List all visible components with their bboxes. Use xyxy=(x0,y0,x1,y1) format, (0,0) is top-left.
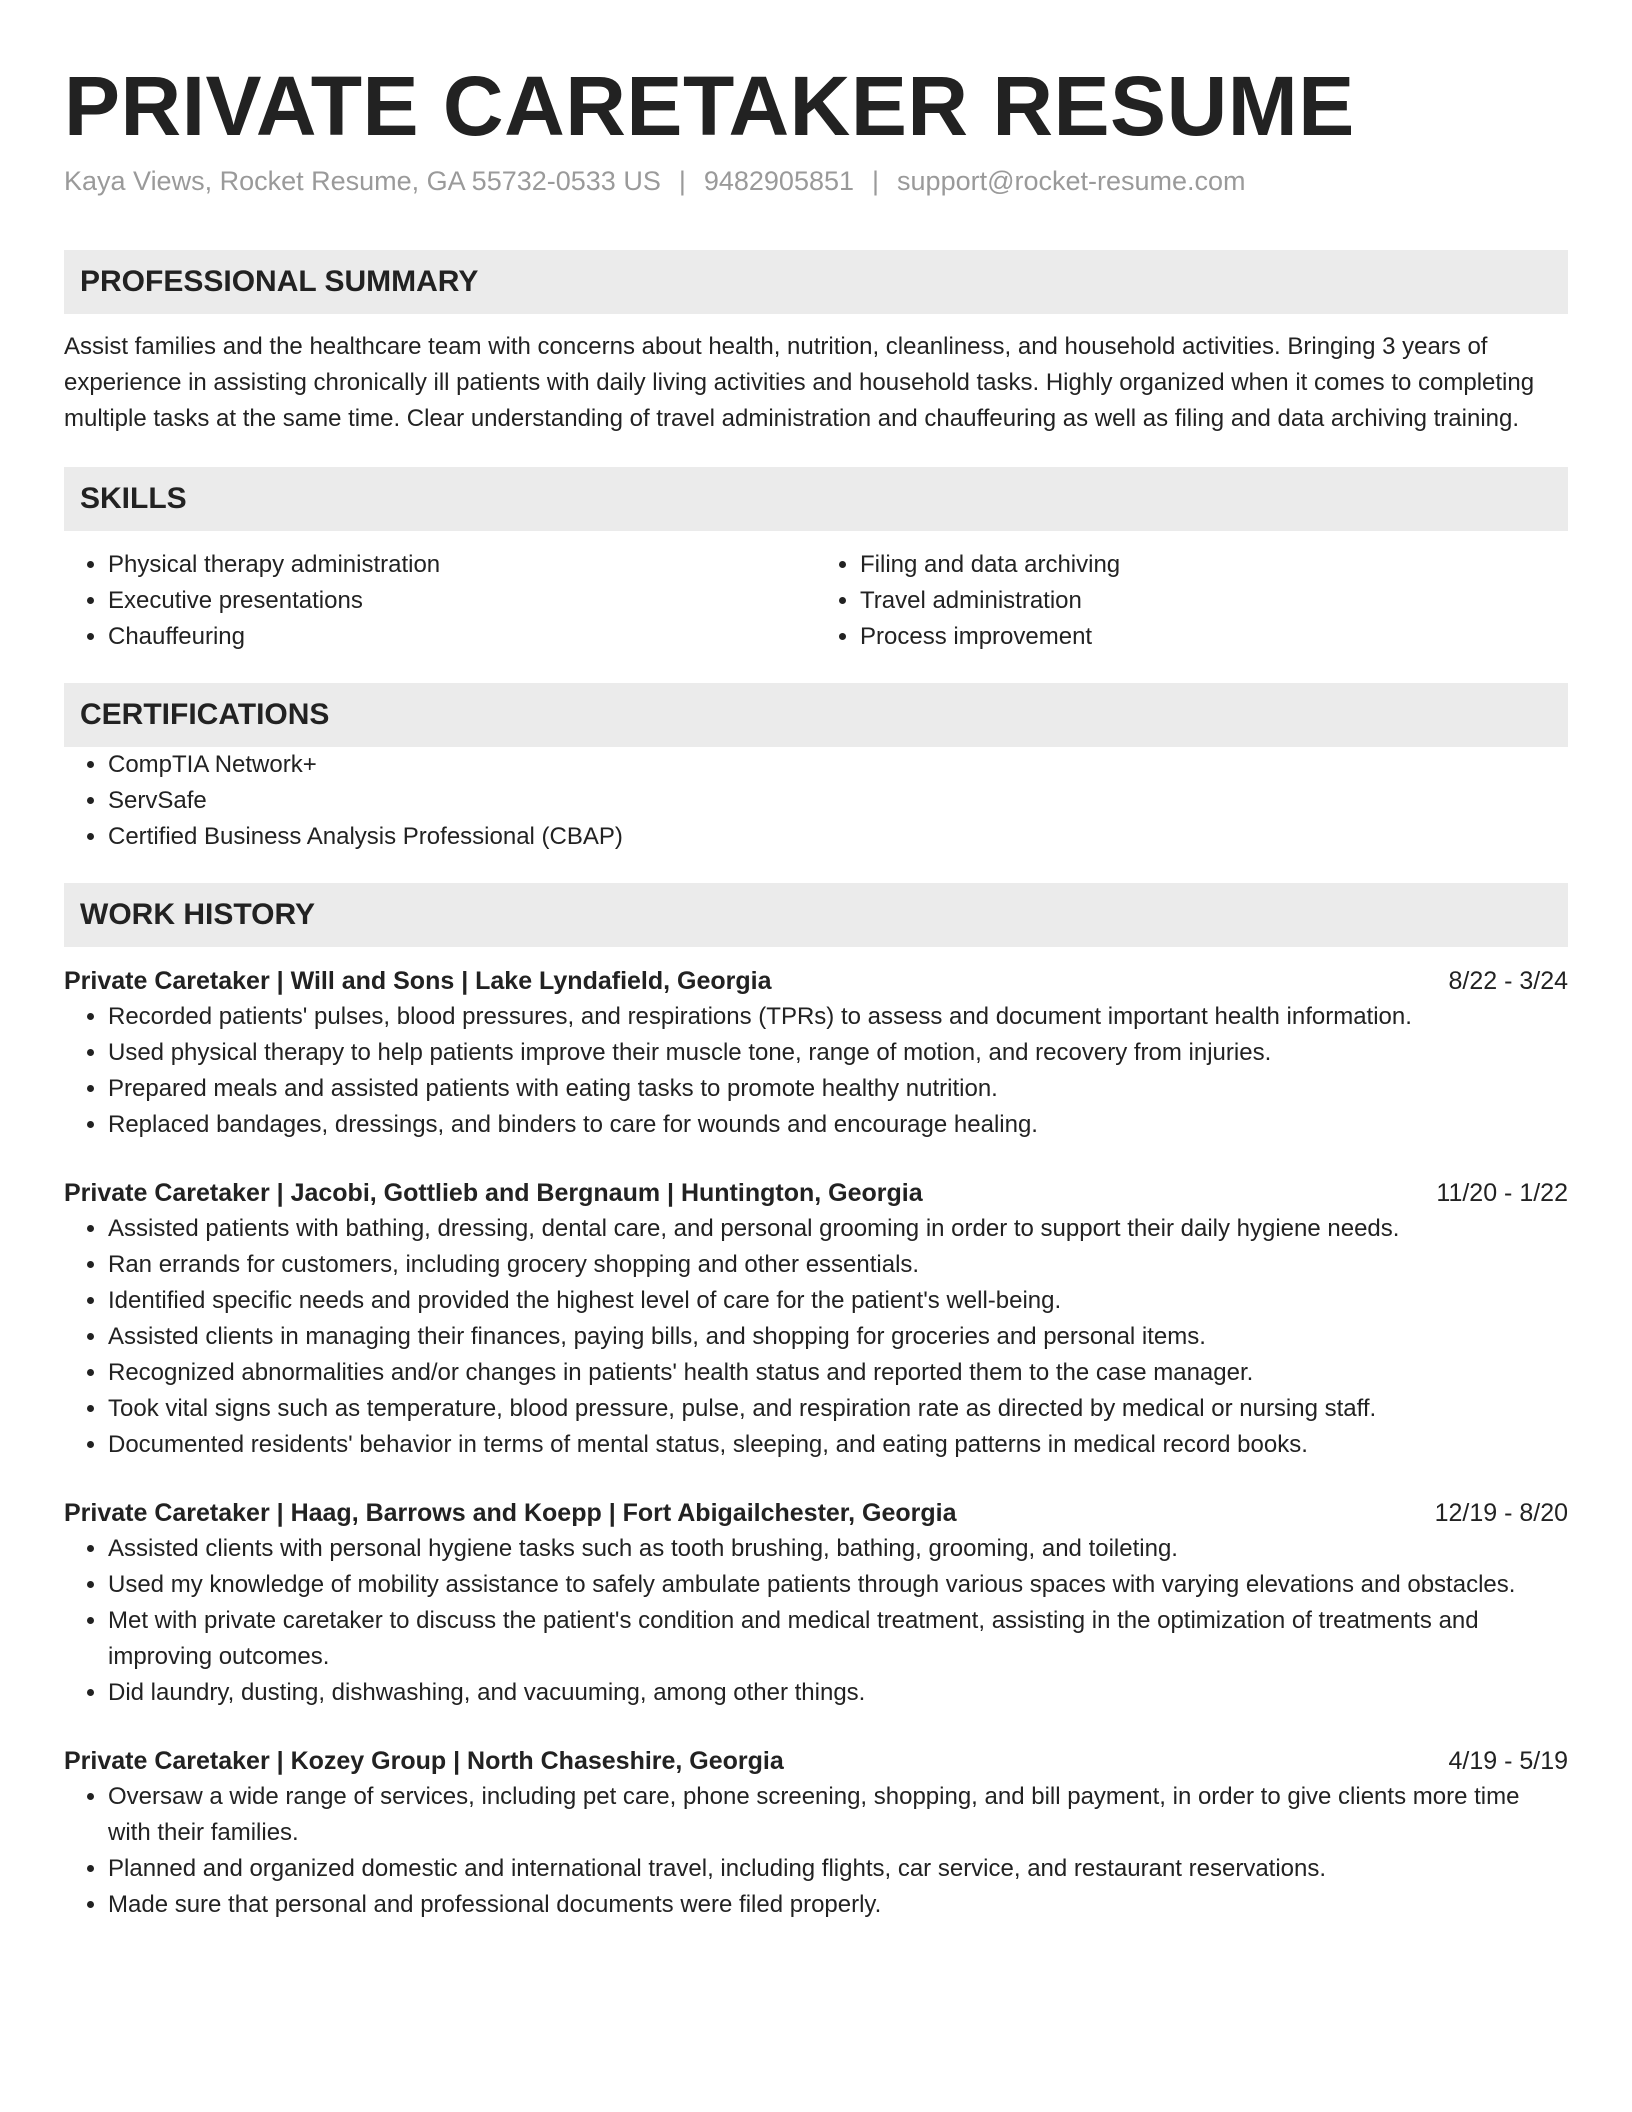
skill-item: • Process improvement xyxy=(860,619,1568,655)
job-entry xyxy=(64,1743,1568,1923)
job-bullet: • Documented residents' behavior in terms of mental status, sleeping, and eating patterns in medical record books. xyxy=(108,1427,1568,1463)
certification-item: • ServSafe xyxy=(108,783,1568,819)
skills-column-left xyxy=(64,547,816,655)
job-bullet: • Replaced bandages, dressings, and binders to care for wounds and encourage healing. xyxy=(108,1107,1568,1143)
skill-item: • Travel administration xyxy=(860,583,1568,619)
job-dates: 12/19 - 8/20 xyxy=(1434,1499,1568,1527)
skills-heading: SKILLS xyxy=(64,467,1568,531)
job-bullet: • Took vital signs such as temperature, blood pressure, pulse, and respiration rate as directed by medical or nursing staff. xyxy=(108,1391,1568,1427)
job-dates: 4/19 - 5/19 xyxy=(1448,1747,1568,1775)
contact-line xyxy=(64,164,1568,198)
job-bullet: • Identified specific needs and provided the highest level of care for the patient's well-being. xyxy=(108,1283,1568,1319)
skill-item: • Executive presentations xyxy=(108,583,816,619)
job-header xyxy=(64,1743,1568,1779)
contact-separator: | xyxy=(872,166,880,196)
job-title: Private Caretaker | Will and Sons | Lake Lyndafield, Georgia xyxy=(64,967,772,995)
job-bullet: • Used my knowledge of mobility assistance to safely ambulate patients through various spaces with varying elevations and obstacles. xyxy=(108,1567,1568,1603)
resume-page xyxy=(64,0,1568,1923)
summary-text: Assist families and the healthcare team with concerns about health, nutrition, cleanliness, and household activities. Bringing 3 years of experience in assisting chronically ill patients with daily living activities and household tasks. Highly organized when it comes to completing multiple tasks at the same time. Clear understanding of travel administration and chauffeuring as well as filing and data archiving training. xyxy=(64,333,1535,432)
job-bullet: • Met with private caretaker to discuss the patient's condition and medical treatment, assisting in the optimization of treatments and improving outcomes. xyxy=(108,1603,1568,1675)
job-bullet: • Planned and organized domestic and international travel, including flights, car service, and restaurant reservations. xyxy=(108,1851,1568,1887)
job-bullets xyxy=(64,999,1568,1143)
skills-column-right xyxy=(816,547,1568,655)
job-bullet: • Recorded patients' pulses, blood pressures, and respirations (TPRs) to assess and document important health information. xyxy=(108,999,1568,1035)
job-bullet: • Oversaw a wide range of services, including pet care, phone screening, shopping, and bill payment, in order to give clients more time with their families. xyxy=(108,1779,1568,1851)
job-bullets xyxy=(64,1531,1568,1711)
job-bullet: • Ran errands for customers, including grocery shopping and other essentials. xyxy=(108,1247,1568,1283)
skill-item: • Filing and data archiving xyxy=(860,547,1568,583)
job-bullet: • Assisted patients with bathing, dressing, dental care, and personal grooming in order to support their daily hygiene needs. xyxy=(108,1211,1568,1247)
job-title: Private Caretaker | Kozey Group | North Chaseshire, Georgia xyxy=(64,1747,784,1775)
job-dates: 11/20 - 1/22 xyxy=(1436,1179,1568,1207)
certifications-heading: CERTIFICATIONS xyxy=(64,683,1568,747)
job-dates: 8/22 - 3/24 xyxy=(1448,967,1568,995)
job-bullet: • Made sure that personal and professional documents were filed properly. xyxy=(108,1887,1568,1923)
job-header xyxy=(64,1175,1568,1211)
certification-item: • Certified Business Analysis Professional (CBAP) xyxy=(108,819,1568,855)
job-bullet: • Recognized abnormalities and/or changes in patients' health status and reported them to the case manager. xyxy=(108,1355,1568,1391)
contact-address: Kaya Views, Rocket Resume, GA 55732-0533 US xyxy=(64,166,661,196)
skill-item: • Physical therapy administration xyxy=(108,547,816,583)
work-history-heading: WORK HISTORY xyxy=(64,883,1568,947)
job-bullet: • Used physical therapy to help patients improve their muscle tone, range of motion, and recovery from injuries. xyxy=(108,1035,1568,1071)
certifications-list xyxy=(64,747,1568,855)
job-bullet: • Assisted clients in managing their finances, paying bills, and shopping for groceries and personal items. xyxy=(108,1319,1568,1355)
certification-item: • CompTIA Network+ xyxy=(108,747,1568,783)
contact-email: support@rocket-resume.com xyxy=(897,166,1246,196)
contact-phone: 9482905851 xyxy=(703,166,855,196)
skill-item: • Chauffeuring xyxy=(108,619,816,655)
job-header xyxy=(64,1495,1568,1531)
contact-separator: | xyxy=(678,166,686,196)
resume-title: PRIVATE CARETAKER RESUME xyxy=(64,59,1355,153)
job-entry xyxy=(64,963,1568,1143)
job-bullets xyxy=(64,1779,1568,1923)
job-title: Private Caretaker | Haag, Barrows and Koepp | Fort Abigailchester, Georgia xyxy=(64,1499,957,1527)
job-bullets xyxy=(64,1211,1568,1463)
skills-list xyxy=(64,547,1568,655)
job-entry xyxy=(64,1175,1568,1463)
job-bullet: • Prepared meals and assisted patients with eating tasks to promote healthy nutrition. xyxy=(108,1071,1568,1107)
summary-heading: PROFESSIONAL SUMMARY xyxy=(64,250,1568,314)
job-entry xyxy=(64,1495,1568,1711)
job-bullet: • Assisted clients with personal hygiene tasks such as tooth brushing, bathing, grooming, and toileting. xyxy=(108,1531,1568,1567)
job-title: Private Caretaker | Jacobi, Gottlieb and Bergnaum | Huntington, Georgia xyxy=(64,1179,923,1207)
job-bullet: • Did laundry, dusting, dishwashing, and vacuuming, among other things. xyxy=(108,1675,1568,1711)
job-header xyxy=(64,963,1568,999)
